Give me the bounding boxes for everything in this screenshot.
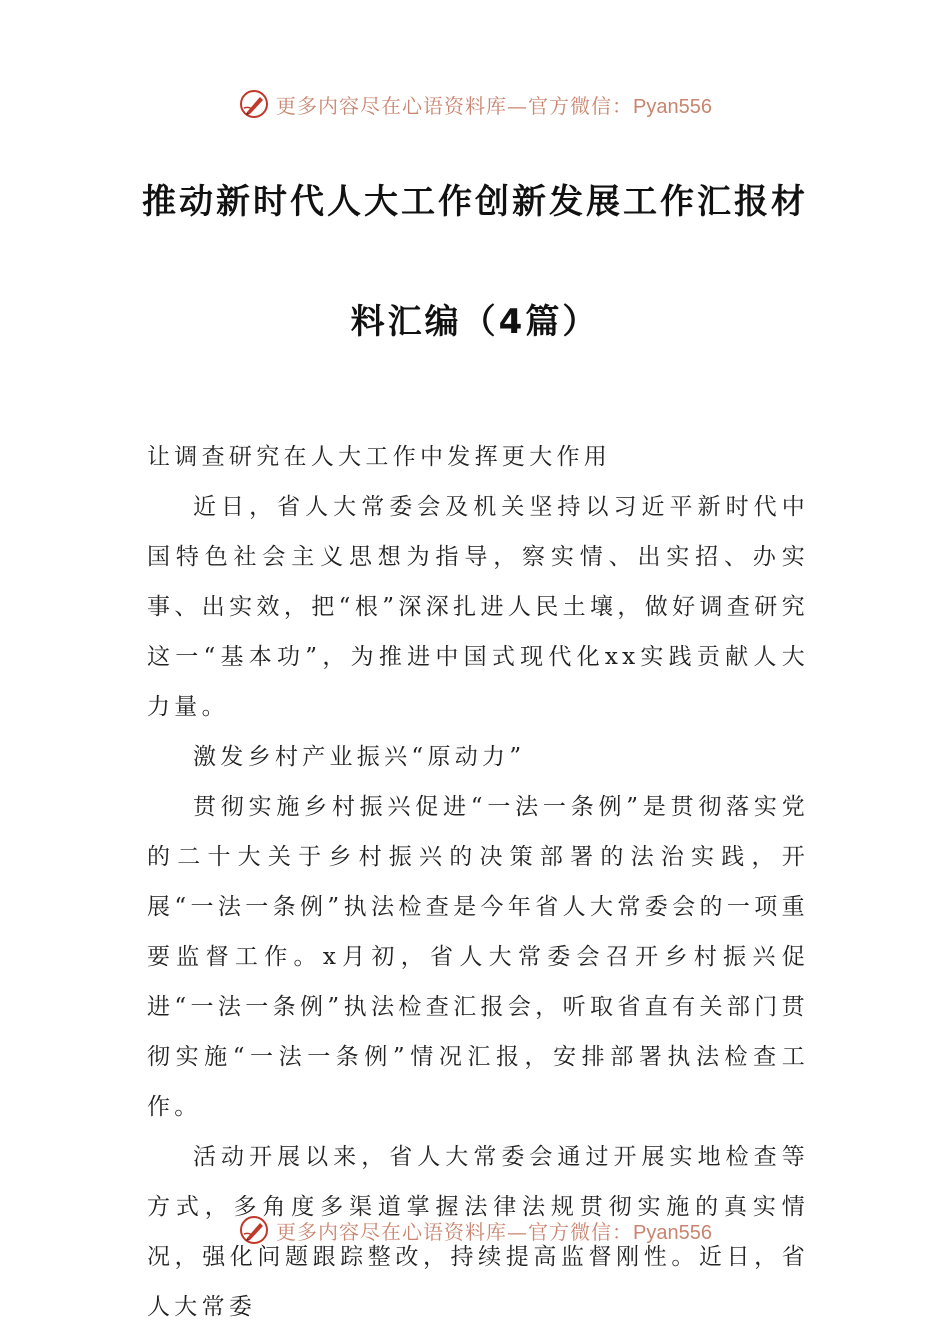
paragraph: 贯彻实施乡村振兴促进“一法一条例”是贯彻落实党的二十大关于乡村振兴的决策部署的法治实践，开展“一法一条例”执法检查是今年省人大常委会的一项重要监督工作。x月初，省人大常委会召开乡村振兴促进“一法一条例”执法检查汇报会，听取省直有关部门贯彻实施“一法一条例”情况汇报，安排部署执法检查工作。 bbox=[147, 794, 809, 1120]
subheading: 激发乡村产业振兴“原动力” bbox=[193, 744, 526, 770]
pen-logo-icon bbox=[238, 88, 270, 120]
pen-logo-icon bbox=[238, 1214, 270, 1246]
wechat-id: Pyan556 bbox=[633, 95, 712, 118]
document-body bbox=[147, 432, 809, 1332]
watermark-text: 更多内容尽在心语资料库—官方微信：Pyan556 bbox=[276, 93, 712, 118]
document-title-line-1: 推动新时代人大工作创新发展工作汇报材 bbox=[142, 182, 808, 222]
paragraph: 近日，省人大常委会及机关坚持以习近平新时代中国特色社会主义思想为指导，察实情、出实招、办实事、出实效，把“根”深深扎进人民土壤，做好调查研究这一“基本功”，为推进中国式现代化xx实践贡献人大力量。 bbox=[147, 494, 809, 720]
wechat-id: Pyan556 bbox=[633, 1221, 712, 1244]
watermark-banner-top bbox=[0, 84, 950, 124]
document-title-line-2: 料汇编（4篇） bbox=[350, 302, 600, 342]
paragraph: 活动开展以来，省人大常委会通过开展实地检查等方式，多角度多渠道掌握法律法规贯彻实施的真实情况，强化问题跟踪整改，持续提高监督刚性。近日，省人大常委 bbox=[147, 1144, 809, 1320]
watermark-text: 更多内容尽在心语资料库—官方微信：Pyan556 bbox=[276, 1219, 712, 1244]
section-title: 让调查研究在人大工作中发挥更大作用 bbox=[147, 444, 612, 470]
watermark-banner-bottom bbox=[0, 1210, 950, 1250]
